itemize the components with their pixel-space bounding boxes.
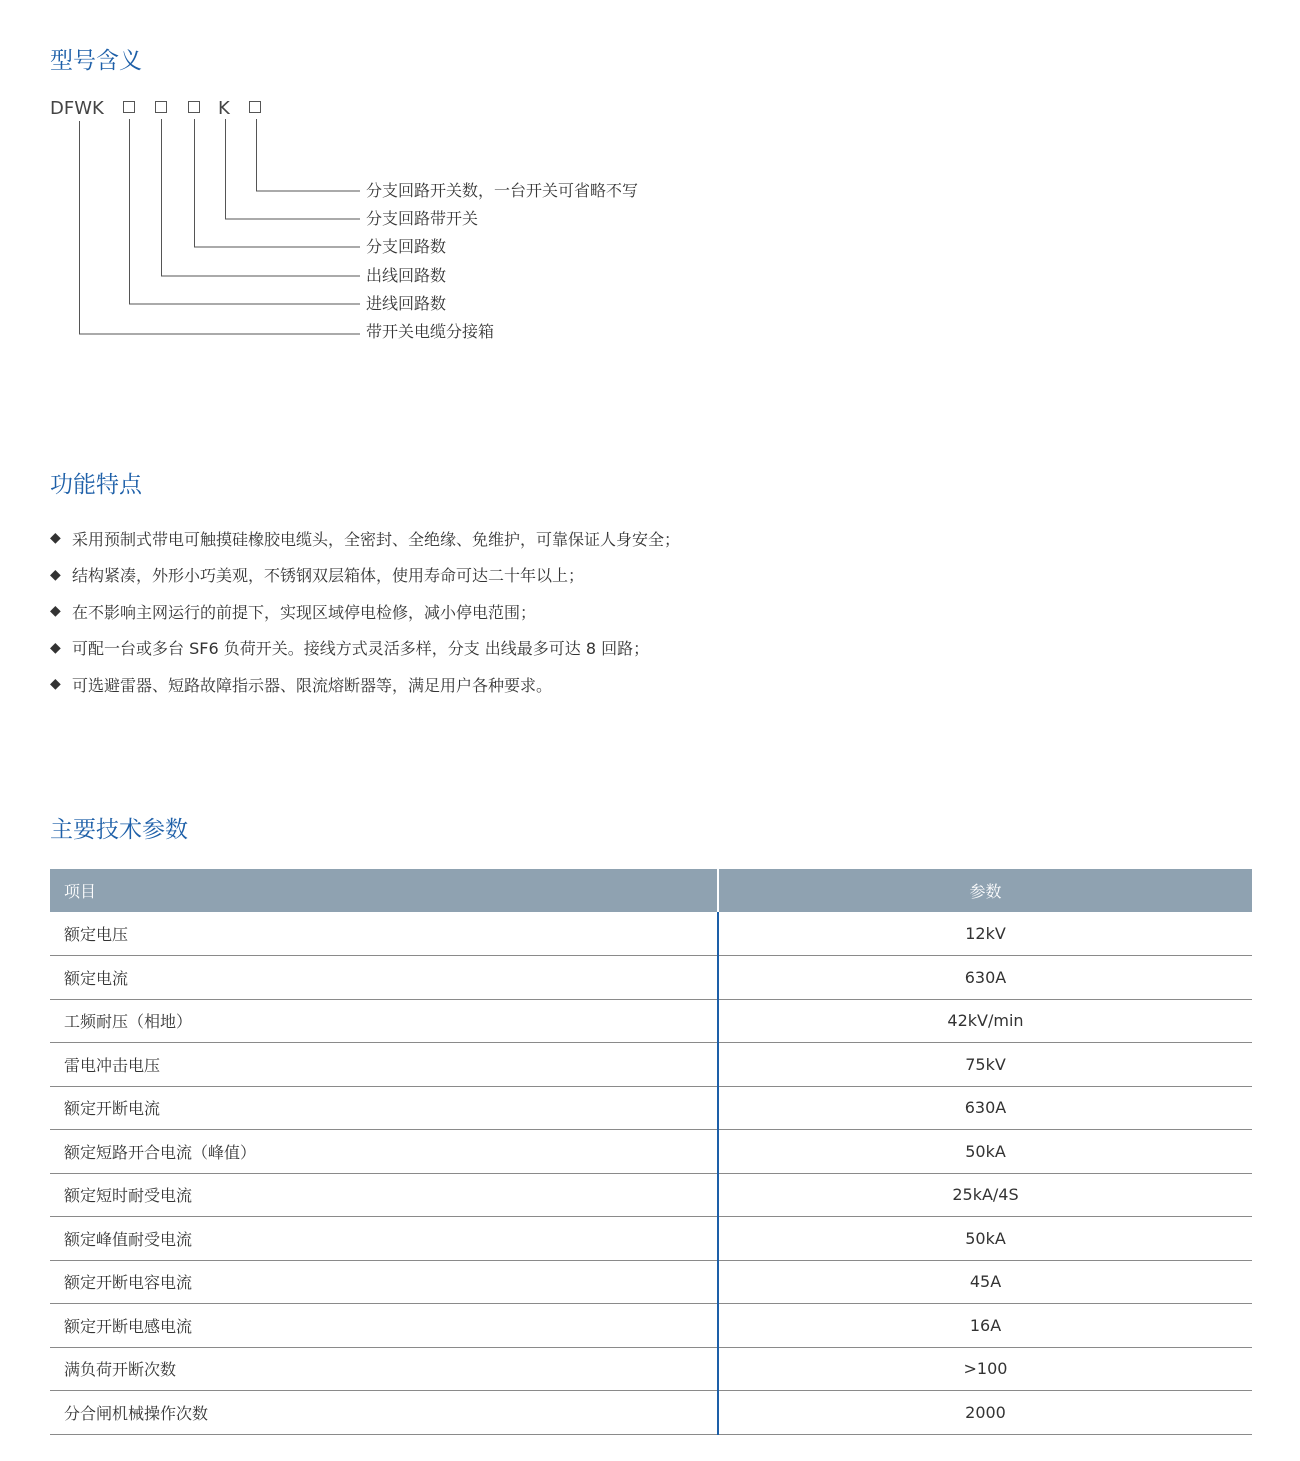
row-label: 分合闸机械操作次数	[50, 1391, 718, 1435]
feature-item	[50, 666, 680, 703]
row-value: 16A	[718, 1304, 1252, 1348]
feature-text: 可选避雷器、短路故障指示器、限流熔断器等，满足用户各种要求。	[72, 675, 553, 695]
feature-item	[50, 630, 680, 667]
table-row	[50, 956, 1252, 1000]
header-item: 项目	[50, 869, 718, 912]
row-label: 工频耐压（相地）	[50, 999, 718, 1043]
row-value: >100	[718, 1347, 1252, 1391]
row-value: 42kV/min	[718, 999, 1252, 1043]
leader-line-2	[226, 119, 361, 219]
row-label: 额定短路开合电流（峰值）	[50, 1130, 718, 1174]
feature-text: 结构紧凑，外形小巧美观，不锈钢双层箱体，使用寿命可达二十年以上；	[72, 566, 585, 586]
model-desc-1: 分支回路开关数，一台开关可省略不写	[366, 181, 639, 200]
feature-item	[50, 593, 680, 630]
table-row	[50, 1130, 1252, 1174]
header-value: 参数	[718, 869, 1252, 912]
section-title-model: 型号含义	[50, 48, 142, 74]
leader-line-3	[195, 119, 361, 247]
model-desc-2: 分支回路带开关	[366, 209, 479, 228]
row-value: 50kA	[718, 1217, 1252, 1261]
row-value: 25kA/4S	[718, 1173, 1252, 1217]
table-row	[50, 1086, 1252, 1130]
feature-text: 在不影响主网运行的前提下，实现区域停电检修，减小停电范围；	[72, 602, 537, 622]
row-label: 额定开断电感电流	[50, 1304, 718, 1348]
row-value: 75kV	[718, 1043, 1252, 1087]
model-desc-3: 分支回路数	[366, 237, 447, 256]
leader-lines	[50, 97, 370, 357]
leader-line-4	[162, 119, 361, 276]
feature-item	[50, 557, 680, 594]
diamond-bullet-icon: ◆	[50, 603, 61, 620]
row-label: 额定电压	[50, 912, 718, 956]
table-row	[50, 1043, 1252, 1087]
row-label: 额定短时耐受电流	[50, 1173, 718, 1217]
model-desc-4: 出线回路数	[366, 266, 447, 285]
table-header-row	[50, 869, 1252, 912]
feature-text: 采用预制式带电可触摸硅橡胶电缆头，全密封、全绝缘、免维护，可靠保证人身安全；	[72, 529, 681, 549]
table-row	[50, 1304, 1252, 1348]
model-code-diagram	[50, 97, 690, 357]
row-value: 630A	[718, 956, 1252, 1000]
row-value: 12kV	[718, 912, 1252, 956]
diamond-bullet-icon: ◆	[50, 639, 61, 656]
feature-list	[50, 520, 680, 703]
table-row	[50, 1347, 1252, 1391]
row-label: 额定电流	[50, 956, 718, 1000]
row-label: 额定开断电流	[50, 1086, 718, 1130]
model-desc-5: 进线回路数	[366, 294, 447, 313]
table-row	[50, 999, 1252, 1043]
model-letter-k: K	[218, 98, 230, 119]
section-title-features: 功能特点	[50, 472, 142, 498]
diamond-bullet-icon: ◆	[50, 530, 61, 547]
spec-table	[50, 869, 1252, 1435]
table-row	[50, 912, 1252, 956]
row-label: 满负荷开断次数	[50, 1347, 718, 1391]
diamond-bullet-icon: ◆	[50, 566, 61, 583]
leader-line-1	[257, 119, 361, 191]
row-value: 630A	[718, 1086, 1252, 1130]
leader-line-6	[80, 121, 361, 334]
model-prefix: DFWK	[50, 98, 104, 119]
table-row	[50, 1173, 1252, 1217]
table-row	[50, 1391, 1252, 1435]
row-value: 2000	[718, 1391, 1252, 1435]
feature-item	[50, 520, 680, 557]
model-desc-6: 带开关电缆分接箱	[366, 322, 495, 341]
feature-text: 可配一台或多台 SF6 负荷开关。接线方式灵活多样，分支 出线最多可达 8 回路；	[72, 639, 650, 659]
row-value: 50kA	[718, 1130, 1252, 1174]
table-row	[50, 1260, 1252, 1304]
table-row	[50, 1217, 1252, 1261]
row-label: 雷电冲击电压	[50, 1043, 718, 1087]
diamond-bullet-icon: ◆	[50, 676, 61, 693]
row-label: 额定开断电容电流	[50, 1260, 718, 1304]
section-title-specs: 主要技术参数	[50, 817, 188, 843]
row-label: 额定峰值耐受电流	[50, 1217, 718, 1261]
row-value: 45A	[718, 1260, 1252, 1304]
